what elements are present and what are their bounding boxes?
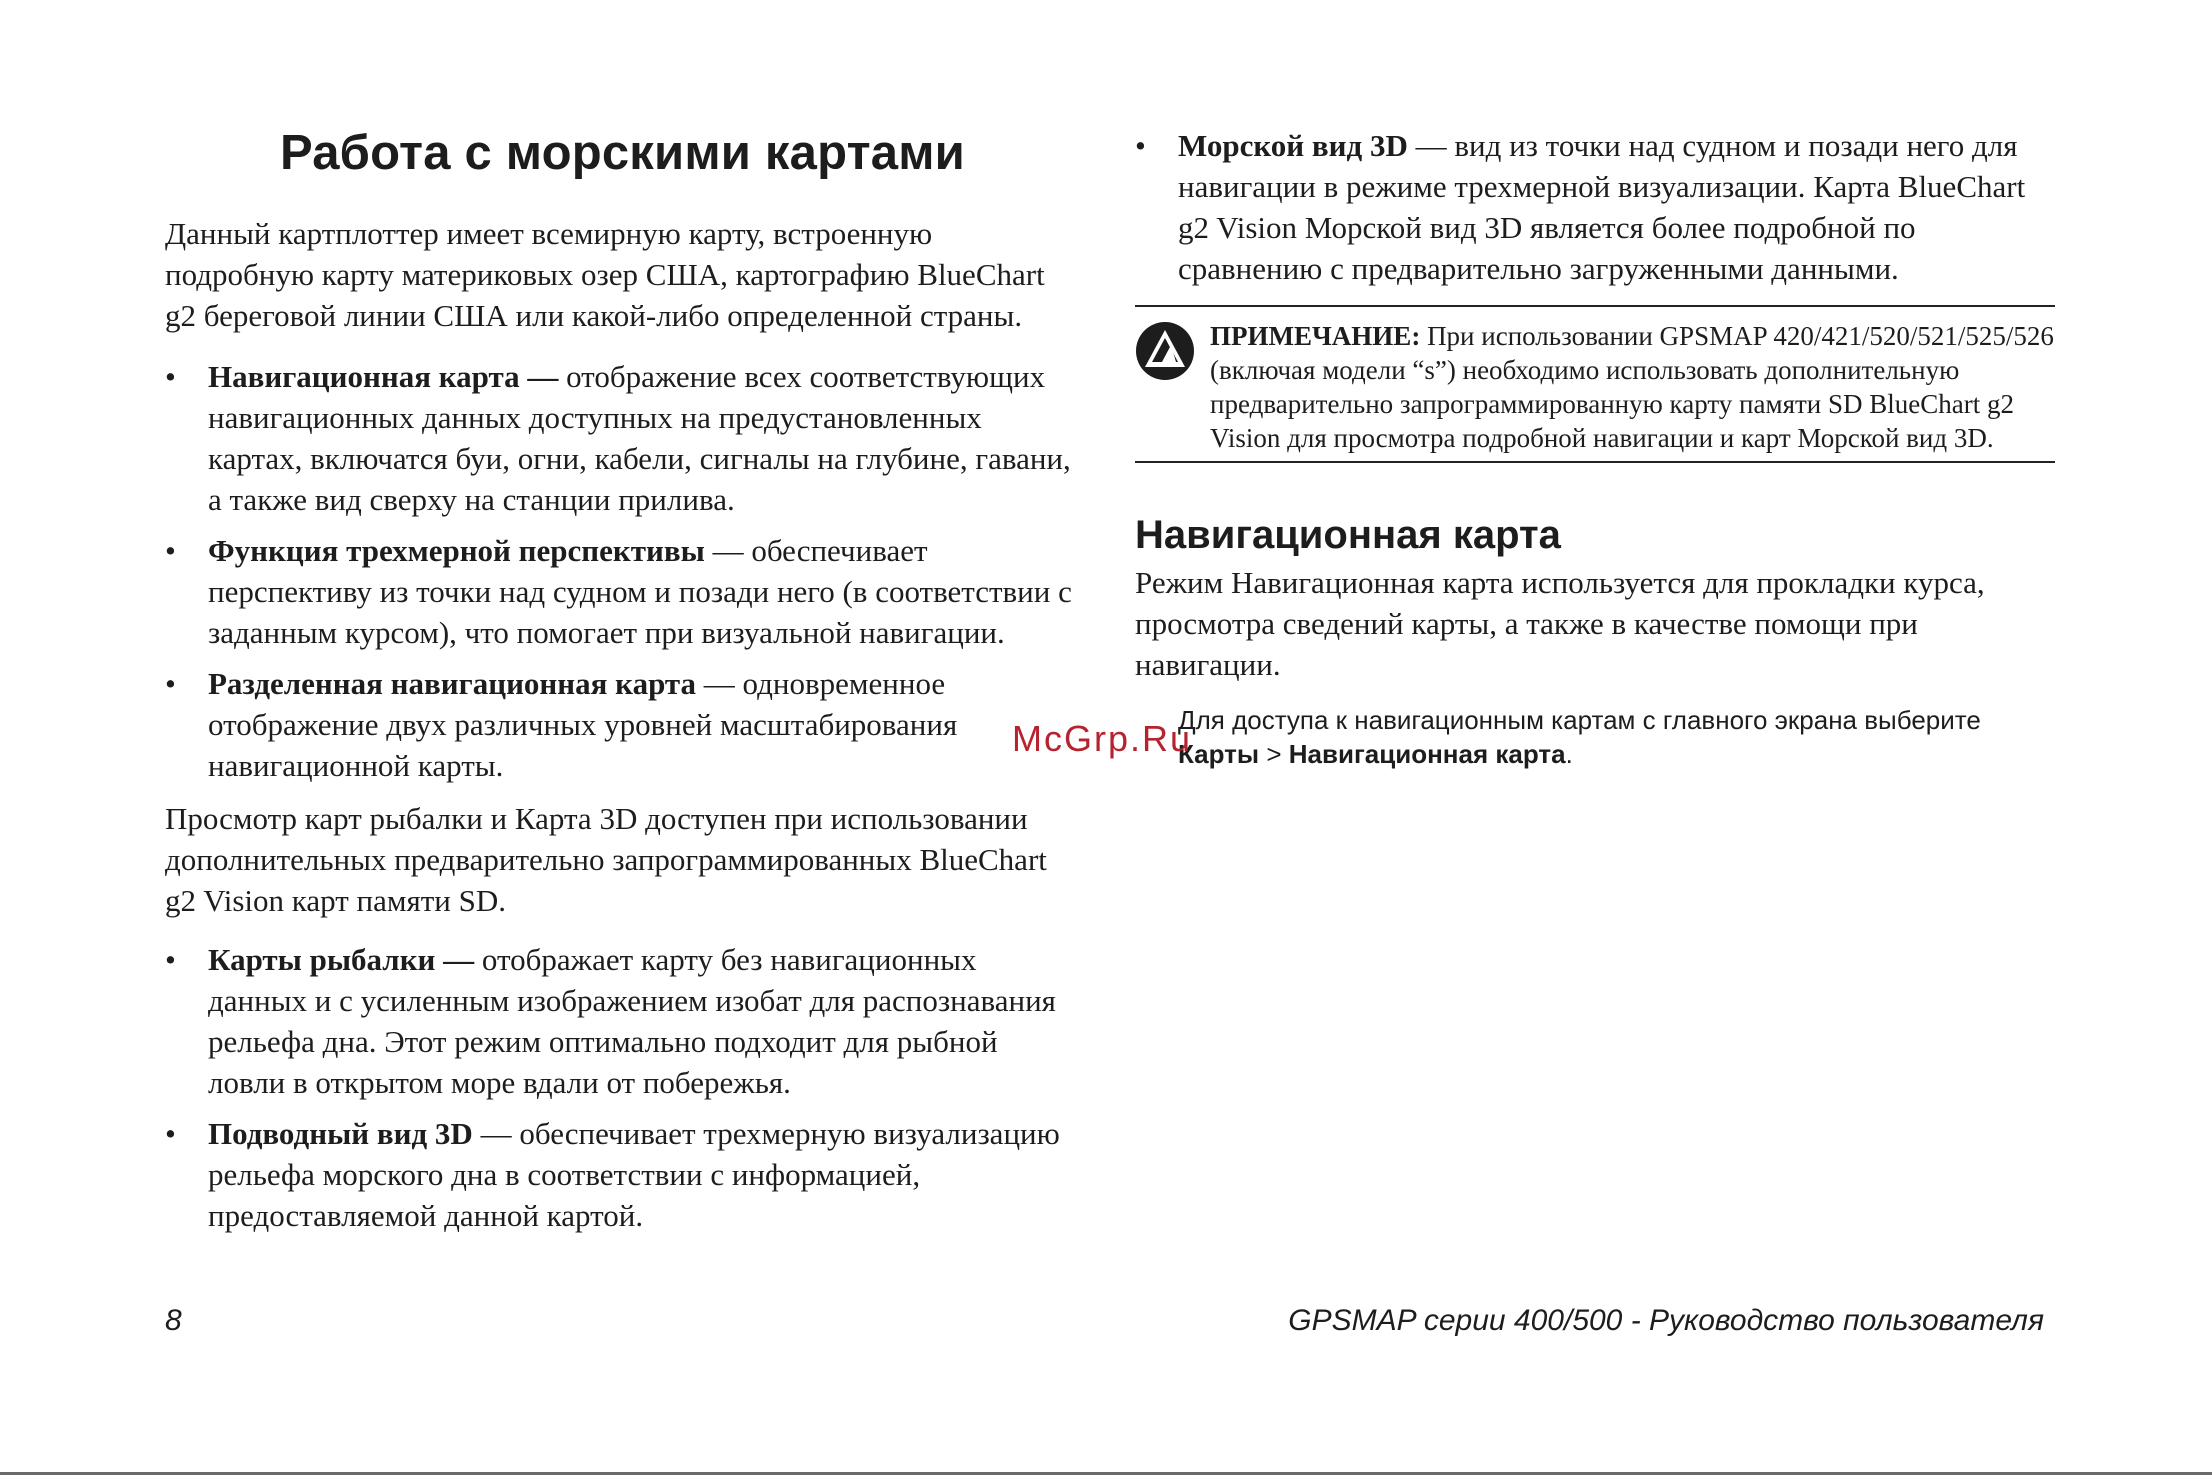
footer-doc-title: GPSMAP серии 400/500 - Руководство пользователя bbox=[1288, 1304, 2044, 1337]
list-item-text: отображение всех соответствующих навигационных данных доступных на предустановленных картах, включатся буи, огни, кабели, сигналы на глубине, гавани, а также вид сверху на станции прилива. bbox=[208, 359, 1071, 517]
list-item bbox=[165, 663, 1080, 786]
list-item-term: Навигационная карта — bbox=[208, 359, 559, 394]
list-item-term: Карты рыбалки — bbox=[208, 942, 475, 977]
bullet-icon: • bbox=[165, 359, 176, 394]
note-label: ПРИМЕЧАНИЕ: bbox=[1210, 321, 1421, 351]
instruction-separator: > bbox=[1259, 739, 1289, 769]
list-item-term: Функция трехмерной перспективы bbox=[208, 533, 705, 568]
middle-paragraph: Просмотр карт рыбалки и Карта 3D доступен при использовании дополнительных предварительно запрограммированных BlueChart g2 Vision карт памяти SD. bbox=[165, 801, 1047, 918]
list-item-text: — обеспечивает трехмерную визуализацию рельефа морского дна в соответствии с информацией, предоставляемой данной картой. bbox=[208, 1116, 1060, 1233]
section-paragraph: Режим Навигационная карта используется для прокладки курса, просмотра сведений карты, а также в качестве помощи при навигации. bbox=[1135, 565, 1985, 682]
mariner-view-list bbox=[1135, 125, 2055, 289]
list-item-term: Разделенная навигационная карта bbox=[208, 666, 697, 701]
instruction-text bbox=[1178, 703, 2055, 771]
list-item-text: — вид из точки над судном и позади него для навигации в режиме трехмерной визуализации. Карта BlueChart g2 Vision Морской вид 3D является более подробной по сравнению с предварительно загруженными данными. bbox=[1178, 128, 2026, 286]
list-item-text: — обеспечивает перспективу из точки над судном и позади него (в соответствии с заданным курсом), что помогает при визуальной навигации. bbox=[208, 533, 1072, 650]
list-item bbox=[1135, 125, 2055, 289]
instruction-prefix: Для доступа к навигационным картам с главного экрана выберите bbox=[1178, 705, 1981, 735]
list-item bbox=[165, 356, 1080, 520]
watermark: McGrp.Ru bbox=[1012, 718, 1193, 759]
bullet-icon: • bbox=[165, 942, 176, 977]
intro-paragraph: Данный картплоттер имеет всемирную карту, встроенную подробную карту материковых озер США, картографию BlueChart g2 береговой линии США или какой-либо определенной страны. bbox=[165, 216, 1045, 333]
left-column bbox=[165, 125, 1080, 1246]
list-item bbox=[165, 1113, 1080, 1236]
list-item bbox=[165, 939, 1080, 1103]
list-item bbox=[165, 530, 1080, 653]
note-box bbox=[1135, 305, 2055, 463]
bullet-icon: • bbox=[165, 533, 176, 568]
menu-item-charts: Карты bbox=[1178, 739, 1260, 769]
list-item-term: Подводный вид 3D bbox=[208, 1116, 473, 1151]
bullet-icon: • bbox=[1135, 128, 1146, 163]
list-item-term: Морской вид 3D bbox=[1178, 128, 1408, 163]
note-text bbox=[1210, 319, 2055, 455]
note-body: При использовании GPSMAP 420/421/520/521/525/526 (включая модели “s”) необходимо использовать дополнительную предварительно запрограммированную карту памяти SD BlueChart g2 Vision для просмотра подробной навигации и карт Морской вид 3D. bbox=[1210, 321, 2054, 453]
right-column bbox=[1135, 125, 2055, 771]
menu-item-navigation-chart: Навигационная карта bbox=[1288, 739, 1566, 769]
chart-types-list bbox=[165, 356, 1080, 786]
bullet-icon: • bbox=[165, 666, 176, 701]
list-item-text: — одновременное отображение двух различных уровней масштабирования навигационной карты. bbox=[208, 666, 958, 783]
list-item-text: отображает карту без навигационных данных и с усиленным изображением изобат для распознавания рельефа дна. Этот режим оптимально подходит для рыбной ловли в открытом море вдали от побережья. bbox=[208, 942, 1056, 1100]
premium-charts-list bbox=[165, 939, 1080, 1236]
page-title: Работа с морскими картами bbox=[279, 126, 966, 180]
section-title: Навигационная карта bbox=[1135, 513, 1561, 557]
page-number: 8 bbox=[165, 1304, 182, 1337]
bullet-icon: • bbox=[165, 1116, 176, 1151]
instruction-suffix: . bbox=[1565, 739, 1573, 769]
garmin-note-icon bbox=[1135, 321, 1195, 381]
